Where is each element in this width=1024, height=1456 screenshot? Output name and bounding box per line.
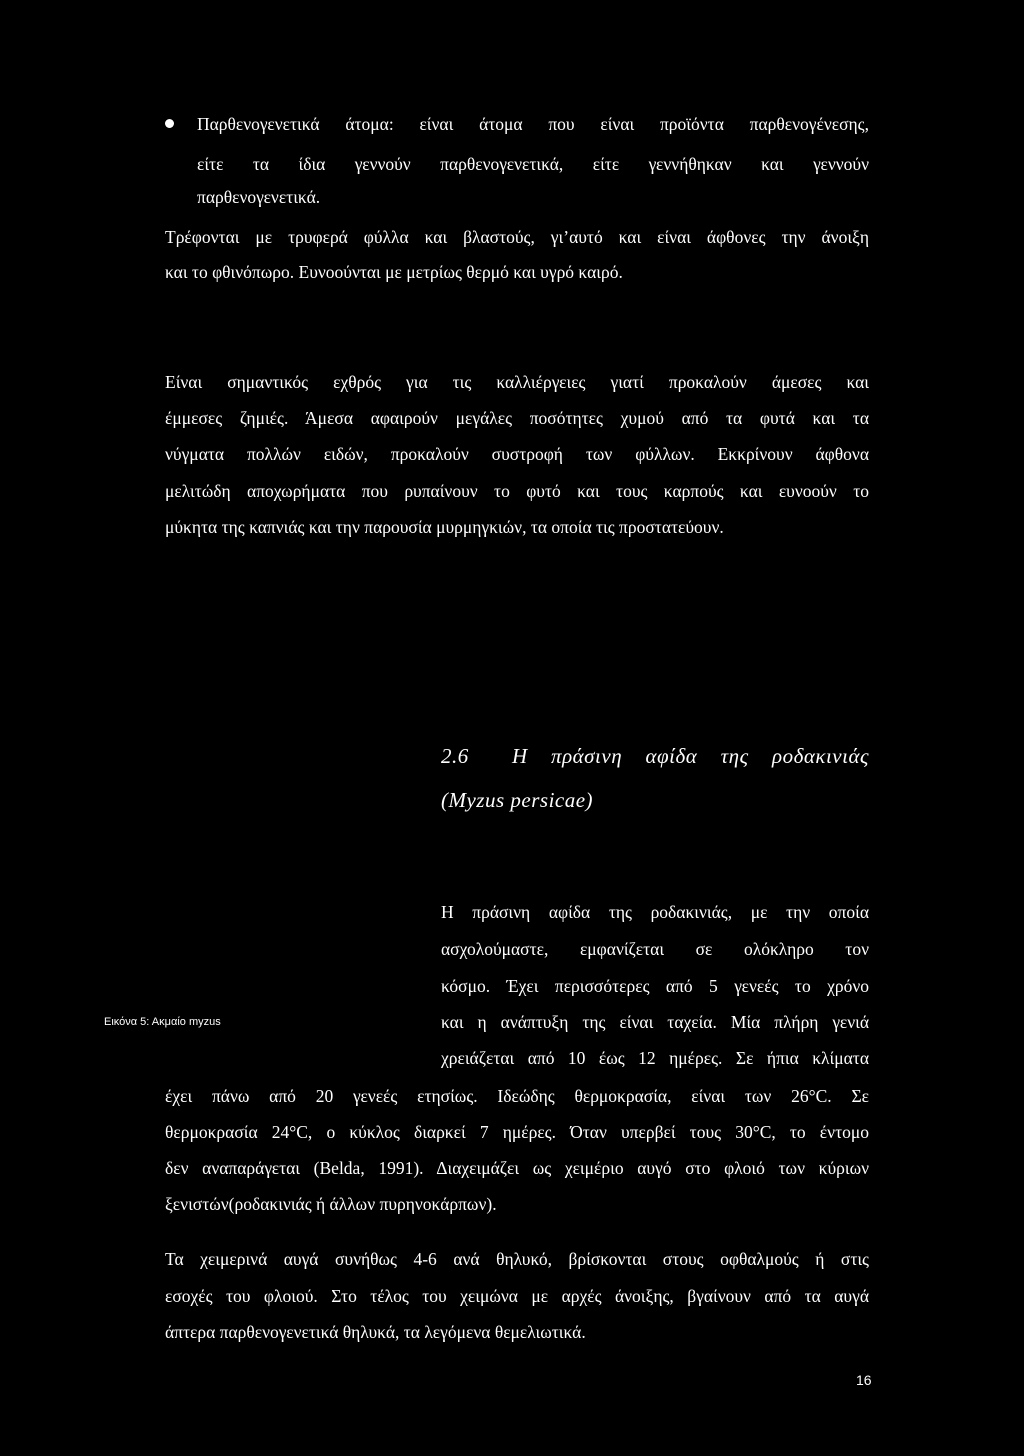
section-subtitle: (Myzus persicae) (441, 788, 594, 812)
bullet-text-line: παρθενογενετικά. (197, 187, 321, 207)
paragraph-line: έμμεσες ζημιές. Άμεσα αφαιρούν μεγάλες ποσότητες χυμού από τα φυτά και τα (165, 408, 869, 428)
figure-caption: Εικόνα 5: Ακμαίο myzus (104, 1016, 221, 1028)
paragraph-line: κόσμο. Έχει περισσότερες από 5 γενεές το χρόνο (441, 976, 869, 996)
paragraph-line: Η πράσινη αφίδα της ροδακινιάς, με την οποία (441, 902, 869, 922)
paragraph-line: νύγματα πολλών ειδών, προκαλούν συστροφή των φύλλων. Εκκρίνουν άφθονα (165, 444, 869, 464)
paragraph-line: μύκητα της καπνιάς και την παρουσία μυρμηγκιών, τα οποία τις προστατεύουν. (165, 517, 724, 537)
bullet-text-line: είτε τα ίδια γεννούν παρθενογενετικά, είτε γεννήθηκαν και γεννούν (197, 154, 869, 174)
paragraph-line: και η ανάπτυξη της είναι ταχεία. Μία πλήρη γενιά (441, 1012, 869, 1032)
paragraph-line: χρειάζεται από 10 έως 12 ημέρες. Σε ήπια κλίματα (441, 1048, 869, 1068)
paragraph-line: Τα χειμερινά αυγά συνήθως 4-6 ανά θηλυκό, βρίσκονται στους οφθαλμούς ή στις (165, 1249, 869, 1269)
paragraph-line: άπτερα παρθενογενετικά θηλυκά, τα λεγόμενα θεμελιωτικά. (165, 1322, 586, 1342)
bullet-text-line: Παρθενογενετικά άτομα: είναι άτομα που είναι προϊόντα παρθενογένεσης, (197, 114, 869, 134)
section-title: Η πράσινη αφίδα της ροδακινιάς (512, 744, 869, 768)
paragraph-line: δεν αναπαράγεται (Belda, 1991). Διαχειμάζει ως χειμέριο αυγό στο φλοιό των κύριων (165, 1158, 869, 1178)
paragraph-line: εσοχές του φλοιού. Στο τέλος του χειμώνα με αρχές άνοιξης, βγαίνουν από τα αυγά (165, 1286, 869, 1306)
paragraph-line: και το φθινόπωρο. Ευνοούνται με μετρίως θερμό και υγρό καιρό. (165, 262, 623, 282)
page-number: 16 (856, 1372, 872, 1388)
paragraph-line: ασχολούμαστε, εμφανίζεται σε ολόκληρο τον (441, 939, 869, 959)
paragraph-line: θερμοκρασία 24°C, ο κύκλος διαρκεί 7 ημέρες. Όταν υπερβεί τους 30°C, το έντομο (165, 1122, 869, 1142)
paragraph-line: Τρέφονται με τρυφερά φύλλα και βλαστούς, γι’αυτό και είναι άφθονες την άνοιξη (165, 227, 869, 247)
paragraph-line: έχει πάνω από 20 γενεές ετησίως. Ιδεώδης θερμοκρασία, είναι των 26°C. Σε (165, 1086, 869, 1106)
section-number: 2.6 (441, 744, 469, 768)
paragraph-line: μελιτώδη αποχωρήματα που ρυπαίνουν το φυτό και τους καρπούς και ευνοούν το (165, 481, 869, 501)
bullet-marker (165, 119, 174, 128)
paragraph-line: ξενιστών(ροδακινιάς ή άλλων πυρηνοκάρπων). (165, 1194, 497, 1214)
paragraph-line: Είναι σημαντικός εχθρός για τις καλλιέργειες γιατί προκαλούν άμεσες και (165, 372, 869, 392)
